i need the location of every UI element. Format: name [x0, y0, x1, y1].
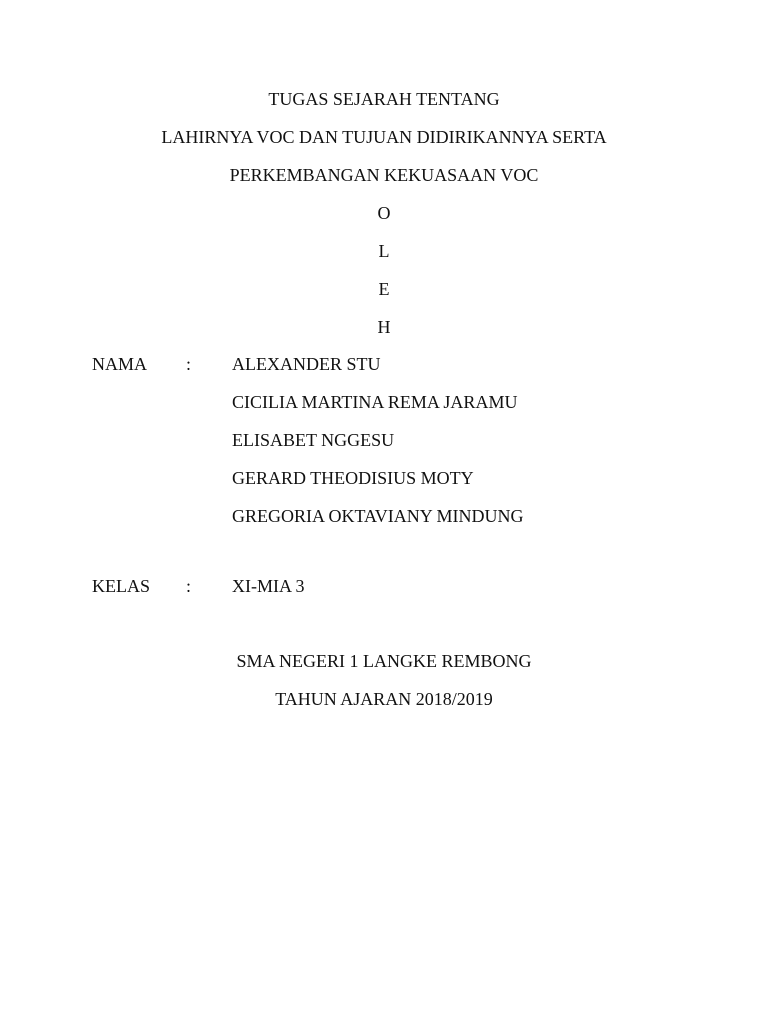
nama-colon: :: [186, 354, 192, 374]
member-name: ALEXANDER STU: [232, 354, 381, 374]
title-line-2: LAHIRNYA VOC DAN TUJUAN DIDIRIKANNYA SERTA: [161, 127, 607, 147]
oleh-letter-l: L: [378, 241, 390, 261]
member-name: GREGORIA OKTAVIANY MINDUNG: [232, 506, 524, 526]
oleh-letter-h: H: [377, 317, 391, 337]
school-year: TAHUN AJARAN 2018/2019: [275, 689, 493, 709]
oleh-letter-e: E: [378, 279, 390, 299]
kelas-value: XI-MIA 3: [232, 576, 305, 596]
title-line-1: TUGAS SEJARAH TENTANG: [268, 89, 500, 109]
nama-label: NAMA: [92, 354, 148, 374]
member-name: CICILIA MARTINA REMA JARAMU: [232, 392, 518, 412]
school-name: SMA NEGERI 1 LANGKE REMBONG: [236, 651, 532, 671]
title-line-3: PERKEMBANGAN KEKUASAAN VOC: [229, 165, 539, 185]
member-name: ELISABET NGGESU: [232, 430, 395, 450]
member-name: GERARD THEODISIUS MOTY: [232, 468, 474, 488]
oleh-letter-o: O: [377, 203, 391, 223]
kelas-colon: :: [186, 576, 192, 596]
kelas-label: KELAS: [92, 576, 150, 596]
